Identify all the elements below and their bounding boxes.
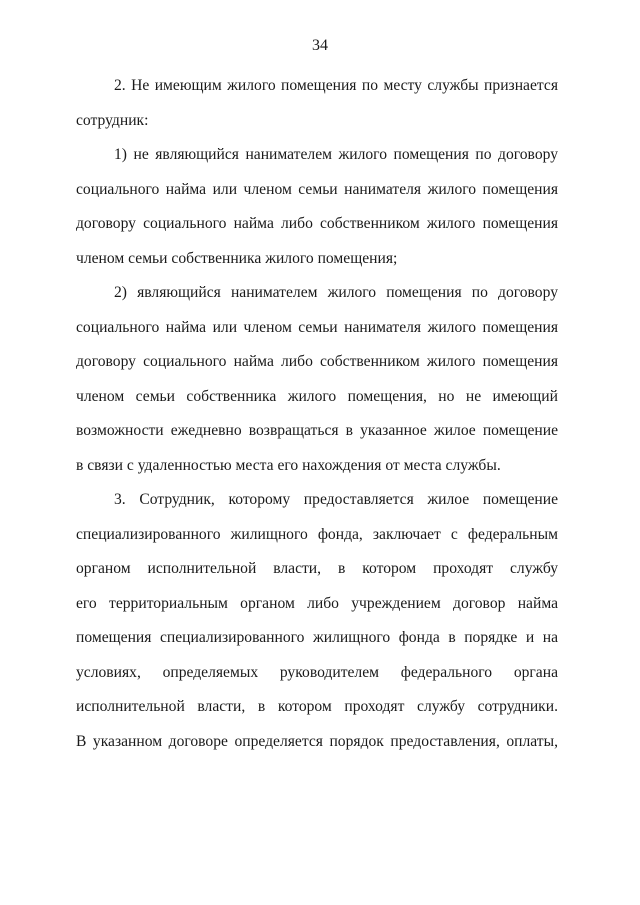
text-line: возможности ежедневно возвращаться в указанное жилое помещение	[76, 422, 558, 439]
text-line: органом исполнительной власти, в котором проходят службу	[76, 560, 558, 577]
text-line: специализированного жилищного фонда, заключает с федеральным	[76, 525, 558, 543]
paragraph-1	[76, 69, 558, 138]
text-line: членом семьи собственника жилого помещения, но не имеющий	[76, 387, 558, 405]
text-line: его территориальным органом либо учреждением договор найма	[76, 594, 558, 612]
text-line: 1) не являющийся нанимателем жилого помещения по договору	[114, 146, 558, 163]
text-line: В указанном договоре определяется порядок предоставления, оплаты,	[76, 732, 558, 750]
text-line: в связи с удаленностью места его нахождения от места службы.	[76, 456, 501, 474]
text-line: социального найма или членом семьи нанимателя жилого помещения	[76, 318, 558, 336]
text-line: сотрудник:	[76, 111, 149, 129]
text-line: помещения специализированного жилищного фонда в порядке и на	[76, 629, 558, 646]
text-line: членом семьи собственника жилого помещения;	[76, 249, 398, 267]
paragraph-4	[76, 483, 558, 759]
text-line: 3. Сотрудник, которому предоставляется жилое помещение	[114, 491, 558, 508]
text-line: договору социального найма либо собственником жилого помещения	[76, 215, 558, 232]
document-body	[76, 69, 558, 759]
text-line: 2) являющийся нанимателем жилого помещения по договору	[114, 284, 558, 301]
text-line: договору социального найма либо собственником жилого помещения	[76, 353, 558, 370]
paragraph-2	[76, 138, 558, 276]
text-line: условиях, определяемых руководителем федерального органа	[76, 663, 558, 681]
text-line: социального найма или членом семьи нанимателя жилого помещения	[76, 180, 558, 198]
text-line: исполнительной власти, в котором проходят службу сотрудники.	[76, 698, 558, 715]
page-number: 34	[312, 37, 328, 54]
text-line: 2. Не имеющим жилого помещения по месту службы признается	[114, 77, 558, 94]
paragraph-3	[76, 276, 558, 483]
